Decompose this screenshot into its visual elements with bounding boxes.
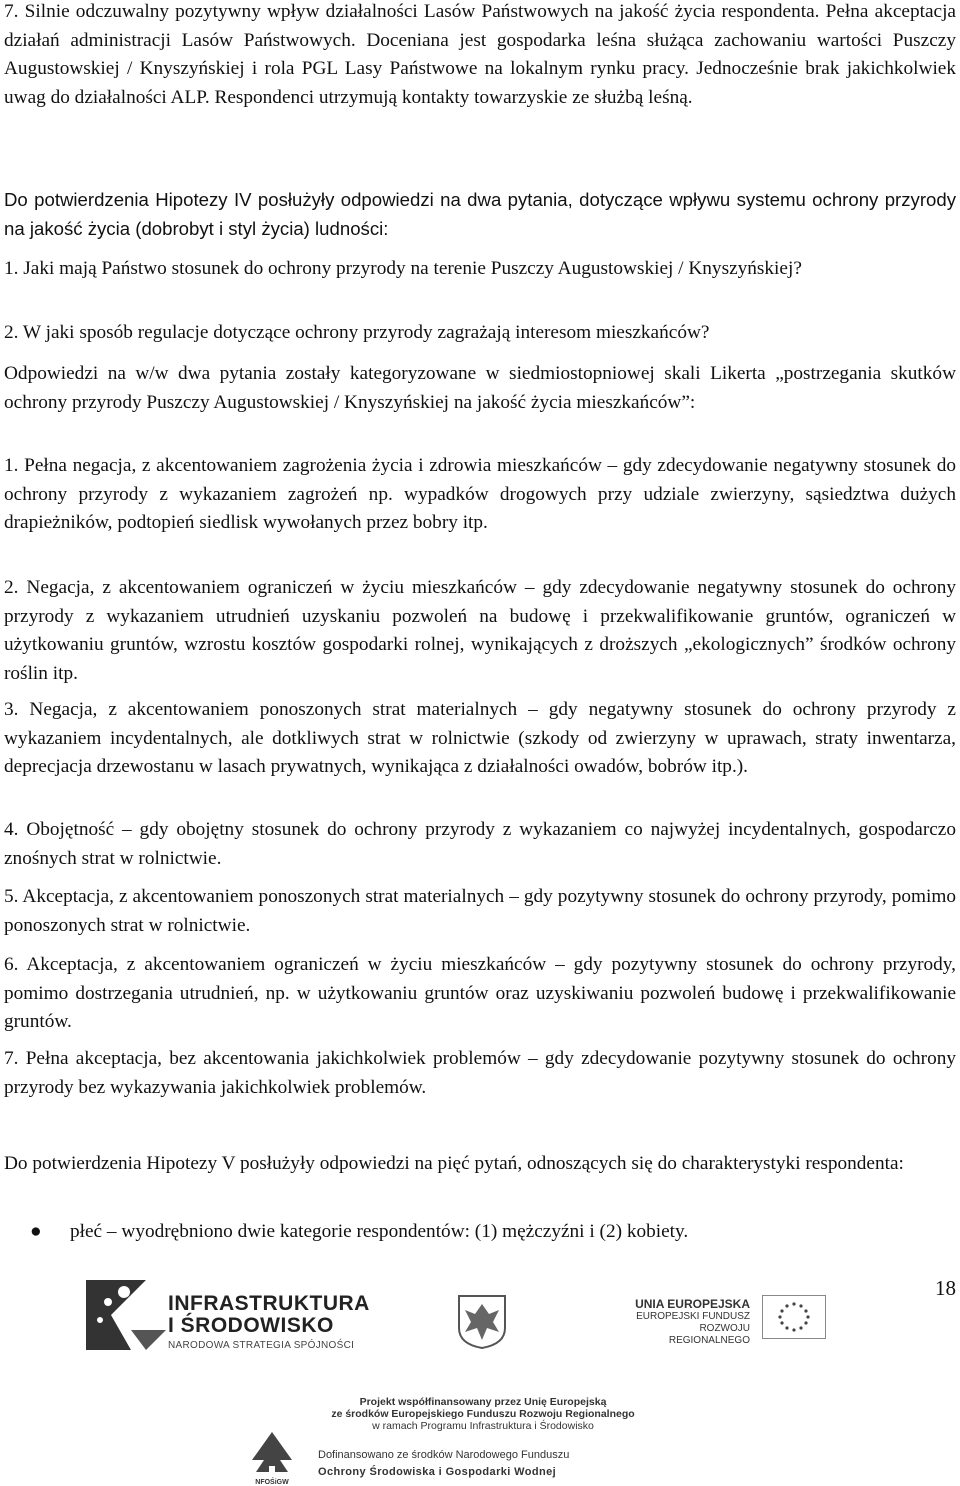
scale-item-6: 6. Akceptacja, z akcentowaniem ograniczeń w życiu mieszkańców – gdy pozytywny stosunek do ochrony przyrody, pomimo dostrzegania utrudnień, np. w użytkowaniu gruntów oraz uzyskiwaniu pozwoleń budowę i przekwalifikowanie gruntów. [4, 954, 956, 1032]
logo-title-line-2: I ŚRODOWISKO [168, 1314, 334, 1337]
nfos-line-2: Ochrony Środowiska i Gospodarki Wodnej [318, 1466, 557, 1478]
eu-flag-icon [762, 1295, 826, 1339]
logo-title-line-1: INFRASTRUKTURA [168, 1292, 370, 1315]
project-cofinancing-note [318, 1396, 648, 1432]
eu-fund-label [620, 1297, 750, 1347]
hypothesis-4-intro: Do potwierdzenia Hipotezy IV posłużyły odpowiedzi na dwa pytania, dotyczące wpływu systemu ochrony przyrody na jakość życia (dobrobyt i styl życia) ludności: [4, 189, 956, 239]
scale-item-1: 1. Pełna negacja, z akcentowaniem zagrożenia życia i zdrowia mieszkańców – gdy zdecydowanie negatywny stosunek do ochrony przyrody z wykazaniem zagrożeń np. wypadków drogowych przy udziale zwierzyny, sąsiedztwa dużych drapieżników, podtopień siedlisk wywołanych przez bobry itp. [4, 455, 956, 533]
scale-item-2: 2. Negacja, z akcentowaniem ograniczeń w życiu mieszkańców – gdy zdecydowanie negatywny stosunek do ochrony przyrody z wykazaniem utrudnień uzyskaniu pozwoleń na budowę i przekwalifikowanie gruntów, ograniczeń w użytkowaniu gruntów, wzrostu kosztów gospodarki rolnej, wynikających z droższych „ekologicznych” środków ochrony roślin itp. [4, 577, 956, 684]
question-2: 2. W jaki sposób regulacje dotyczące ochrony przyrody zagrażają interesom mieszkańców? [4, 322, 710, 343]
paragraph-category-7: 7. Silnie odczuwalny pozytywny wpływ działalności Lasów Państwowych na jakość życia respondenta. Pełna akceptacja działań administracji Lasów Państwowych. Doceniana jest gospodarka leśna służąca zachowaniu wartości Puszczy Augustowskiej / Knyszyńskiej i rola PGL Lasy Państwowe na lokalnym rynku pracy. Jednocześnie brak jakichkolwiek uwag do działalności ALP. Respondenci utrzymują kontakty towarzyskie ze służbą leśną. [4, 1, 956, 108]
scale-item-3: 3. Negacja, z akcentowaniem ponoszonych strat materialnych – gdy negatywny stosunek do ochrony przyrody z wykazaniem incydentalnych, ale dotkliwych strat w rolnictwie (szkody od zwierzyny w uprawach, straty inwentarza, deprecjacja drzewostanu w lasach prywatnych, wynikająca z działalności owadów, bobrów itp.). [4, 699, 956, 777]
nfosigw-logo [246, 1430, 298, 1486]
logo-subtitle: NARODOWA STRATEGIA SPÓJNOŚCI [168, 1340, 355, 1351]
nfos-line-1: Dofinansowano ze środków Narodowego Funduszu [318, 1449, 570, 1461]
nss-emblem-icon [86, 1270, 166, 1350]
eu-label-line-3: ROZWOJU REGIONALNEGO [668, 1323, 750, 1346]
scale-item-4: 4. Obojętność – gdy obojętny stosunek do ochrony przyrody z wykazaniem co najwyżej incydentalnych, gospodarczo znośnych strat w rolnictwie. [4, 819, 956, 869]
infrastruktura-srodowisko-logo [86, 1270, 376, 1350]
question-1: 1. Jaki mają Państwo stosunek do ochrony przyrody na terenie Puszczy Augustowskiej / Knyszyńskiej? [4, 258, 802, 279]
nfosigw-label: NFOŚiGW [255, 1479, 289, 1486]
project-line-3: w ramach Programu Infrastruktura i Środowisko [372, 1420, 594, 1432]
polish-eagle-emblem-icon [455, 1292, 509, 1350]
scale-item-5: 5. Akceptacja, z akcentowaniem ponoszonych strat materialnych – gdy pozytywny stosunek do ochrony przyrody, pomimo ponoszonych strat w rolnictwie. [4, 886, 956, 936]
bullet-icon: ● [30, 1221, 42, 1242]
likert-intro: Odpowiedzi na w/w dwa pytania zostały kategoryzowane w siedmiostopniowej skali Likerta „postrzegania skutków ochrony przyrody Puszczy Augustowskiej / Knyszyńskiej na jakość życia mieszkańców”: [4, 363, 956, 413]
page-number: 18 [935, 1276, 956, 1300]
project-line-1: Projekt współfinansowany przez Unię Europejską [359, 1396, 607, 1408]
eu-label-line-1: UNIA EUROPEJSKA [635, 1297, 750, 1311]
bullet-list-item [30, 1218, 688, 1247]
nfosigw-note [318, 1447, 569, 1481]
eu-label-line-2: EUROPEJSKI FUNDUSZ [636, 1311, 750, 1322]
hypothesis-5-intro: Do potwierdzenia Hipotezy V posłużyły odpowiedzi na pięć pytań, odnoszących się do charakterystyki respondenta: [4, 1153, 904, 1174]
scale-item-7: 7. Pełna akceptacja, bez akcentowania jakichkolwiek problemów – gdy zdecydowanie pozytywny stosunek do ochrony przyrody bez wykazywania jakichkolwiek problemów. [4, 1048, 956, 1098]
tree-icon [246, 1430, 298, 1474]
project-line-2: ze środków Europejskiego Funduszu Rozwoju Regionalnego [331, 1408, 635, 1420]
bullet-text: płeć – wyodrębniono dwie kategorie respondentów: (1) mężczyźni i (2) kobiety. [70, 1221, 689, 1242]
